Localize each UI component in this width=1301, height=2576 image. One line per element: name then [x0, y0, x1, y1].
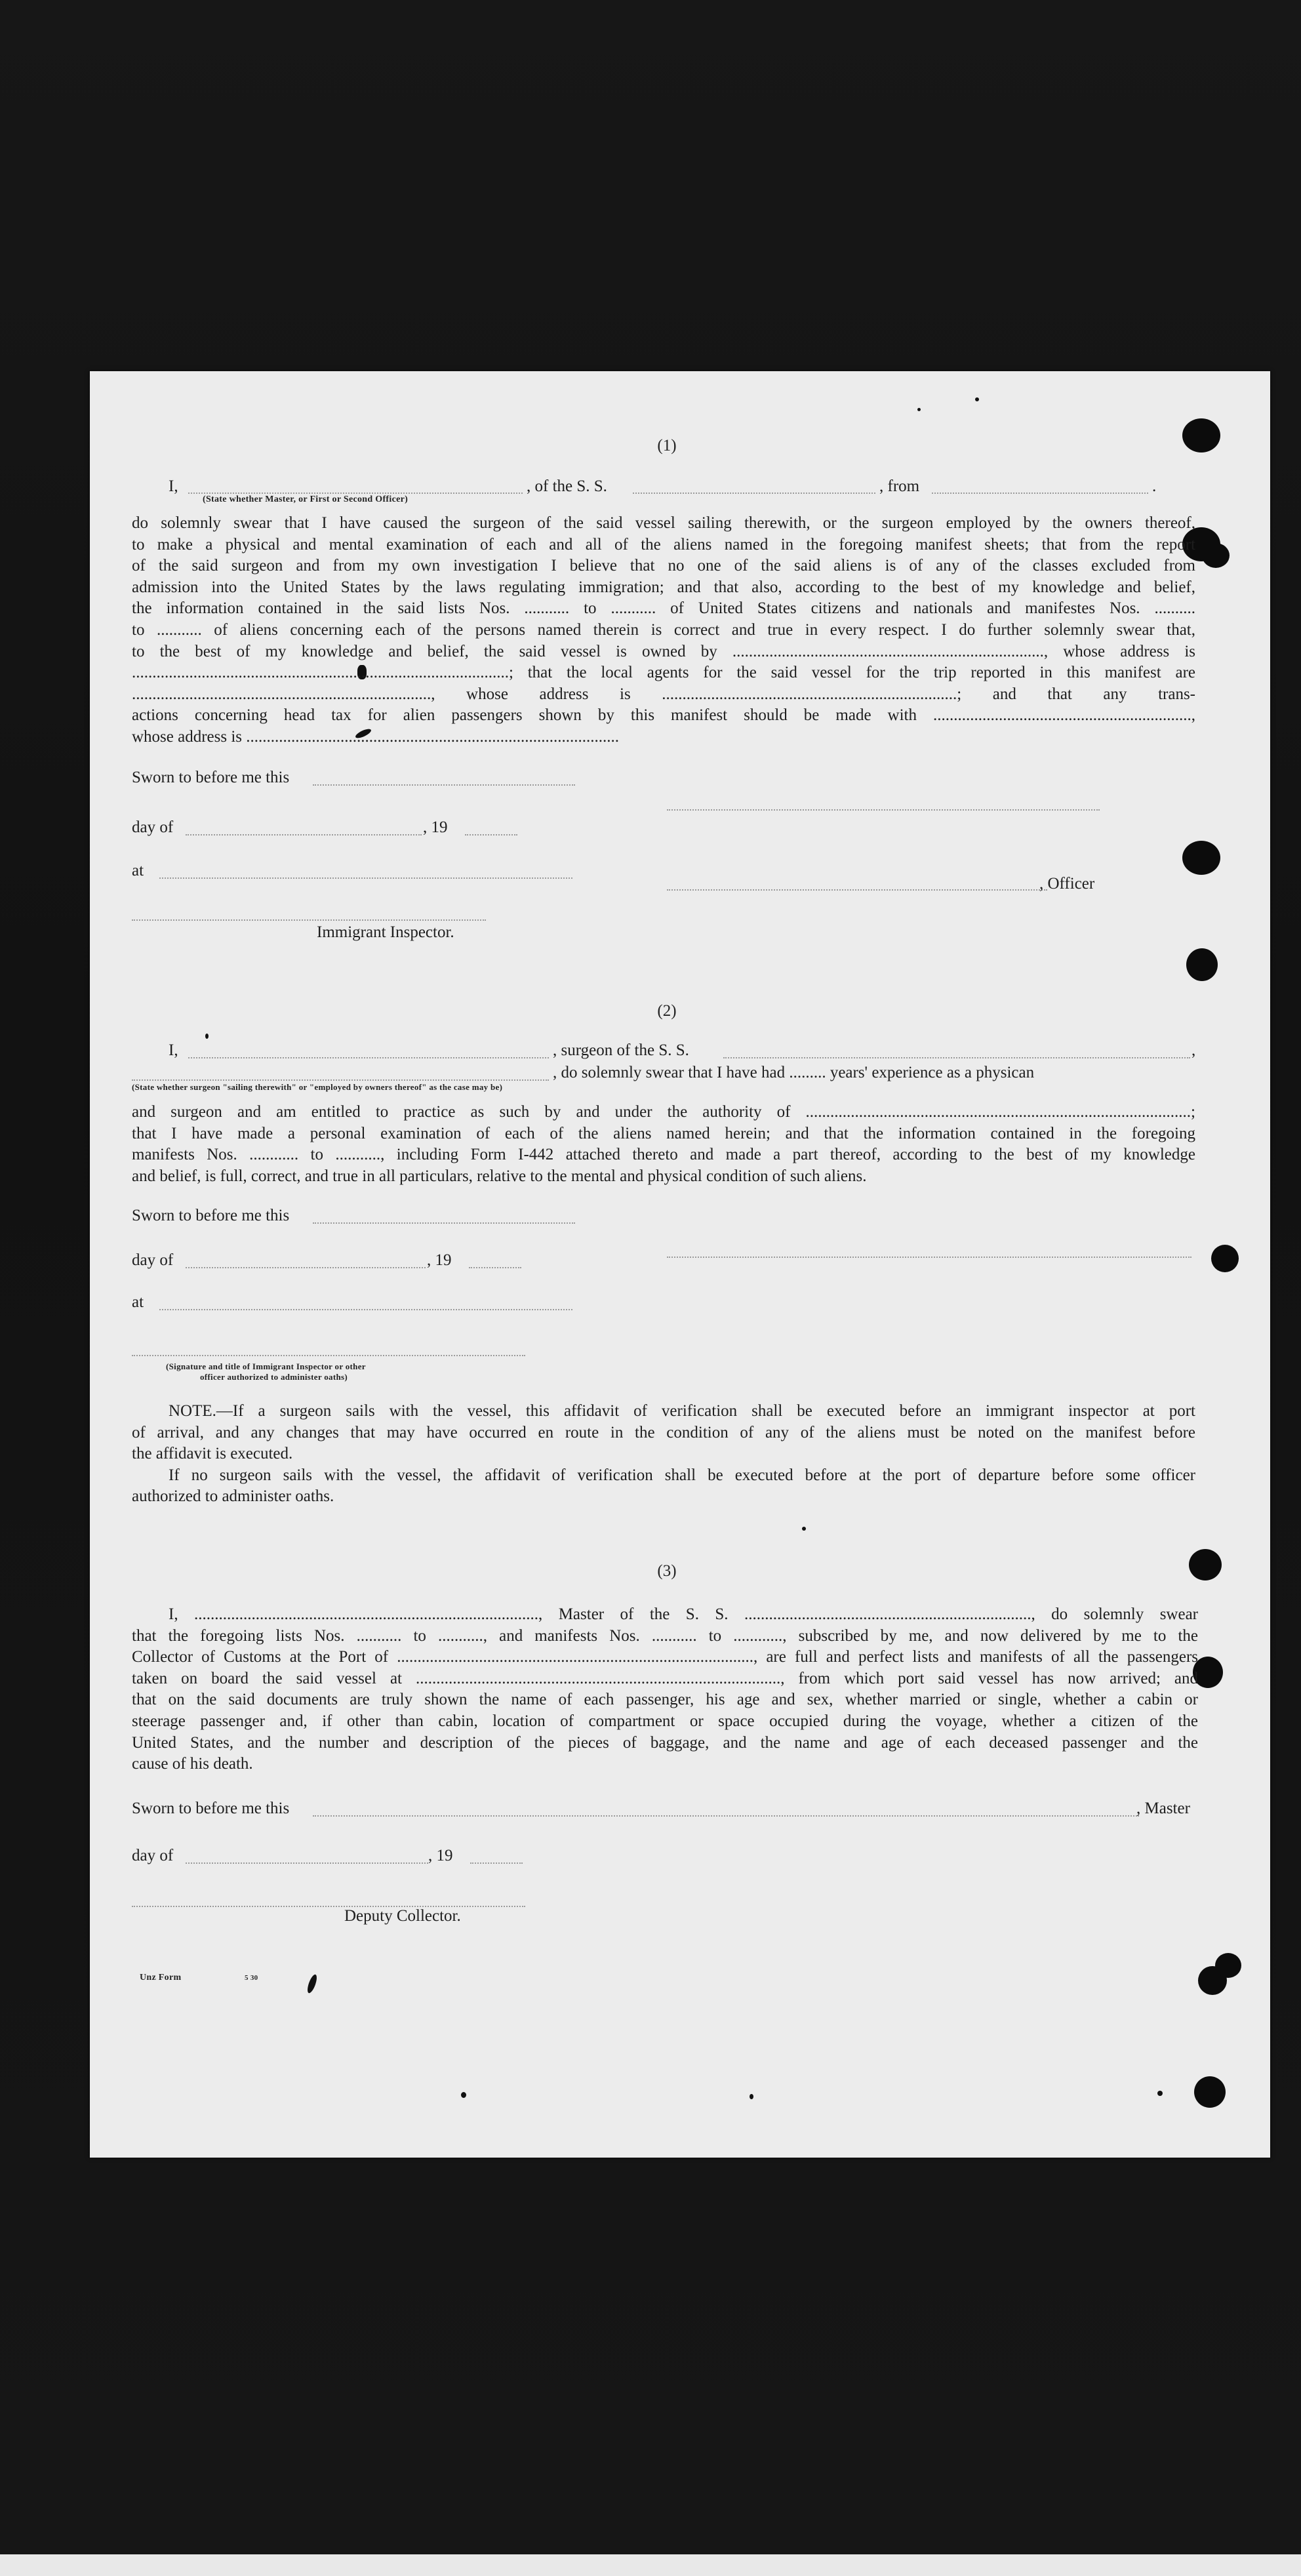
fill-line [186, 1267, 426, 1268]
end-dot: . [1152, 477, 1157, 495]
fill-line [159, 877, 572, 879]
fill-line [723, 1057, 1190, 1058]
fill-line [465, 834, 517, 835]
section-2-oath-text [132, 1102, 1195, 1187]
fill-line [469, 1267, 521, 1268]
ink-speck [802, 1527, 806, 1531]
fill-line [132, 1079, 549, 1081]
surgeon-hint: (State whether surgeon "sailing therewith" or "employed by owners thereof" as the case may be) [132, 1082, 503, 1092]
fill-line [188, 493, 523, 494]
master-label: , Master [1136, 1800, 1190, 1817]
section-1-oath-text [132, 513, 1195, 748]
oath-line: that on the said documents are truly shown the name of each passenger, his age and sex, whether married or single, whether a cabin or [132, 1691, 1198, 1709]
note-line: authorized to administer oaths. [132, 1487, 334, 1506]
section-1-number: (1) [657, 437, 677, 454]
fill-line [159, 1309, 572, 1310]
officer-label: , Officer [1039, 875, 1095, 893]
note-line: of arrival, and any changes that may have occurred en route in the condition of any of the aliens must be noted on the manifest before [132, 1423, 1195, 1441]
section-2-number: (2) [657, 1002, 677, 1020]
day-of-label: day of [132, 818, 174, 836]
of-ss-label: , of the S. S. [527, 477, 607, 495]
signature-line [667, 1257, 1191, 1258]
manifest-affidavit-page [90, 371, 1270, 2158]
oath-line: I, ...................................................................................., Master of the S. S. ......................................................................, do solemnly swear [169, 1605, 1198, 1623]
deputy-collector-label: Deputy Collector. [344, 1907, 461, 1925]
oath-line: whose address is ........................................................................................... [132, 727, 620, 746]
punch-hole [1186, 948, 1218, 981]
officer-hint: (State whether Master, or First or Second Officer) [203, 494, 409, 504]
ink-speck [917, 408, 921, 411]
oath-line: admission into the United States by the laws regulating immigration; and that also, according to the best of my knowledge and belief, [132, 578, 1195, 596]
section-2-intro: I, [169, 1041, 178, 1059]
punch-hole [1215, 1953, 1241, 1978]
oath-line: to the best of my knowledge and belief, the said vessel is owned by ............................................................................, whose address is [132, 642, 1195, 660]
signature-line [132, 1355, 525, 1356]
oath-line: actions concerning head tax for alien passengers shown by this manifest should be made with ..............................................................., [132, 706, 1195, 725]
fill-line [188, 1057, 549, 1058]
sworn-label: Sworn to before me this [132, 1207, 290, 1224]
fill-line [313, 1815, 1139, 1817]
punch-hole [1189, 1549, 1222, 1580]
fill-line [932, 493, 1148, 494]
oath-line: Collector of Customs at the Port of ......................................................................................., are full and perfect lists and manifests of all the passengers [132, 1648, 1198, 1666]
day-of-label: day of [132, 1251, 174, 1269]
scan-bottom-strip [0, 2554, 1301, 2576]
note-line: the affidavit is executed. [132, 1445, 293, 1463]
sworn-label: Sworn to before me this [132, 769, 290, 786]
oath-line: cause of his death. [132, 1755, 253, 1773]
section-3-number: (3) [657, 1562, 677, 1580]
punch-hole [1211, 1245, 1239, 1272]
fill-line [470, 1862, 523, 1864]
form-identifier: Unz Form [140, 1973, 182, 1982]
signature-line [667, 889, 1047, 891]
fill-line [313, 1222, 575, 1224]
oath-line: and surgeon and am entitled to practice as such by and under the authority of ..............................................................................................; [132, 1103, 1195, 1121]
oath-line: that I have made a personal examination of each of the aliens named herein; and that the information contained in the foregoing [132, 1124, 1195, 1142]
oath-line: and belief, is full, correct, and true in all particulars, relative to the mental and physical condition of such aliens. [132, 1167, 867, 1185]
ink-speck [306, 1973, 319, 1994]
section-3-oath-text [132, 1604, 1198, 1775]
fill-line [186, 834, 422, 835]
oath-line: ............................................................................................; that the local agents for the said vessel for the trip reported in this manifest are [132, 664, 1195, 682]
signature-hint: officer authorized to administer oaths) [200, 1372, 348, 1382]
surgeon-of-ss-label: , surgeon of the S. S. [553, 1041, 689, 1059]
oath-line: do solemnly swear that I have caused the surgeon of the said vessel sailing therewith, or the surgeon employed by the owners thereof, [132, 514, 1195, 532]
section-1-intro: I, [169, 477, 178, 495]
oath-line: the information contained in the said lists Nos. ........... to ........... of United States citizens and nationals and manifestes Nos. .......... [132, 599, 1195, 618]
oath-line: that the foregoing lists Nos. ........... to ..........., and manifests Nos. ........... to ............, subscribed by me, and now delivered by me to the [132, 1626, 1198, 1645]
year-label: , 19 [423, 818, 448, 836]
at-label: at [132, 1293, 144, 1311]
at-label: at [132, 862, 144, 879]
end-comma: , [1191, 1041, 1196, 1059]
note-line: NOTE.—If a surgeon sails with the vessel, this affidavit of verification shall be executed before an immigrant inspector at port [169, 1402, 1195, 1420]
punch-hole [1182, 418, 1220, 453]
fill-line [633, 493, 875, 494]
oath-line: to ........... of aliens concerning each of the persons named therein is correct and true in every respect. I do further solemnly swear that, [132, 620, 1195, 639]
note-line: If no surgeon sails with the vessel, the affidavit of verification shall be executed before at the port of departure before some officer [169, 1466, 1195, 1484]
note-text [132, 1401, 1195, 1508]
sworn-label: Sworn to before me this [132, 1800, 290, 1817]
punch-hole [1194, 2076, 1226, 2108]
ink-speck [461, 2092, 466, 2098]
punch-hole [1202, 543, 1230, 568]
from-label: , from [879, 477, 920, 495]
oath-line: of the said surgeon and from my own investigation I believe that no one of the said aliens is of any of the classes excluded from [132, 557, 1195, 575]
day-of-label: day of [132, 1847, 174, 1864]
signature-line [132, 919, 486, 921]
ink-speck [205, 1034, 209, 1039]
signature-hint: (Signature and title of Immigrant Inspector or other [166, 1361, 366, 1371]
oath-line: United States, and the number and description of the pieces of baggage, and the name and age of each deceased passenger and the [132, 1733, 1198, 1752]
punch-hole [1182, 841, 1220, 875]
oath-line: steerage passenger and, if other than cabin, location of compartment or space occupied during the voyage, whether a citizen of the [132, 1712, 1198, 1730]
oath-line: manifests Nos. ............ to ..........., including Form I-442 attached thereto and made a part thereof, according to the best of my knowledge [132, 1146, 1195, 1164]
year-label: , 19 [428, 1847, 453, 1864]
oath-line: taken on board the said vessel at ........................................................................................., from which port said vessel has now arrived; and [132, 1669, 1198, 1687]
fill-line [313, 784, 575, 786]
ink-speck [975, 397, 979, 401]
oath-line: ........................................................................., whose address is ........................................................................; and that any trans- [132, 685, 1195, 703]
signature-line [132, 1906, 525, 1907]
swear-line: , do solemnly swear that I have had ......... years' experience as a physican [553, 1064, 1035, 1081]
year-label: , 19 [427, 1251, 452, 1269]
fill-line [186, 1862, 428, 1864]
immigrant-inspector-label: Immigrant Inspector. [317, 923, 454, 941]
ink-speck [1157, 2091, 1163, 2096]
ink-speck [750, 2094, 753, 2099]
form-suffix: 5 30 [245, 1974, 258, 1982]
signature-line [667, 809, 1100, 811]
oath-line: to make a physical and mental examination of each and all of the aliens named in the foregoing manifest sheets; that from the report [132, 535, 1195, 553]
